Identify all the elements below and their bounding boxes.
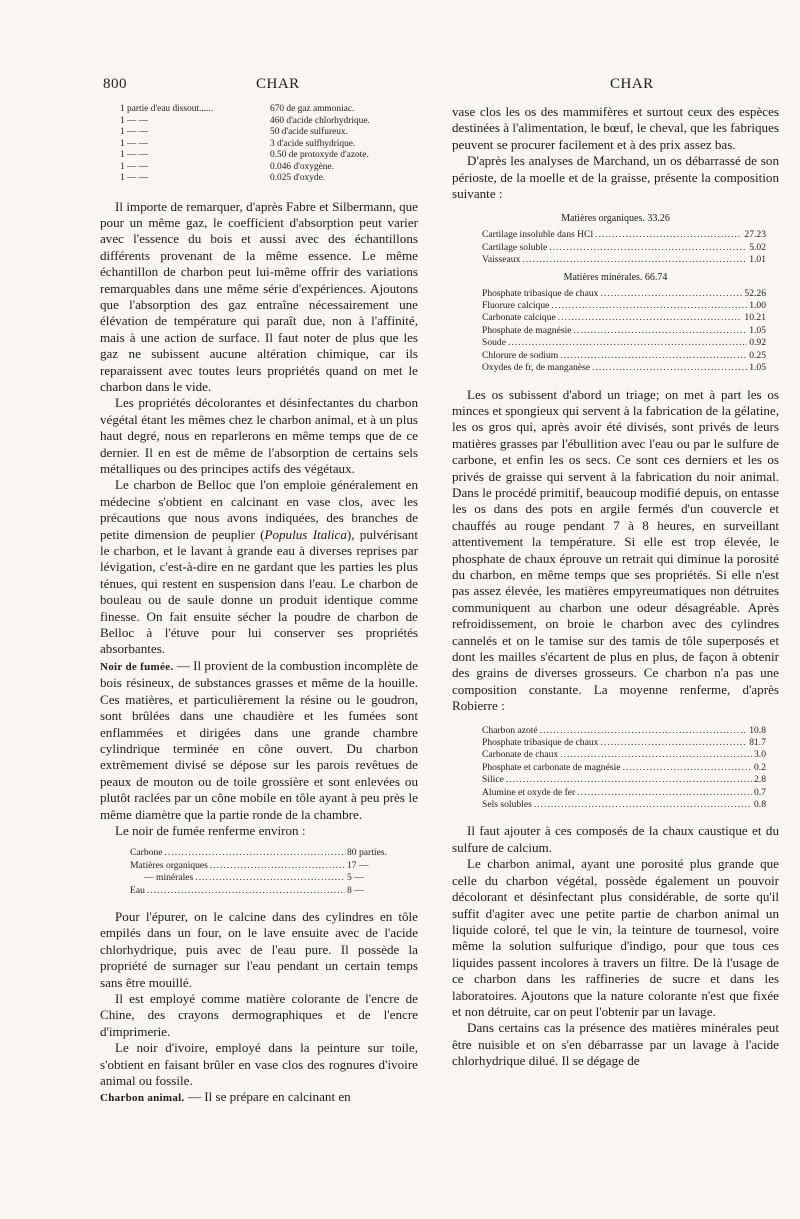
table-row: Carbone ..... 80 parties. [130,847,395,859]
paragraph: Pour l'épurer, on le calcine dans des cylindres en tôle empilés dans un four, on le lave ensuite avec de l'acide chlorhydrique, puis avec de l'eau pure. Il possède la propriété de surnager sur l'eau pendant un certain temps sans être mouillé. [100,908,418,990]
right-column [452,104,779,1070]
paragraph: vase clos les os des mammifères et surtout ceux des espèces destinées à l'alimentation, le bœuf, le cheval, que les fabriques peuvent se procurer facilement et à des prix assez bas. [452,104,779,152]
table-row: 1 partie d'eau dissout...... 670 de gaz ammoniac. [120,104,355,114]
table-row: Oxydes de fr, de manganèse ..... 1.05 [482,362,766,374]
robierre-composition-table [482,725,766,812]
header-title-right: CHAR [610,76,654,92]
paragraph: Le charbon de Belloc que l'on emploie généralement en médecine s'obtient en calcinant en vase clos, avec les précautions que nous avons indiquées, des branches de petite dimension de peuplier (Populus Italica), pulvérisant le charbon, et le lavant à grande eau à diverses reprises par lévigation, c'est-à-dire en ne gardant que les parties les plus ténues, qui restent en suspension dans l'eau. Le charbon de bouleau ou de saule donne un produit identique comme finesse. On fait ensuite sécher la poudre de charbon de Belloc à l'étuve pour lui conserver ses propriétés absorbantes. [100,477,418,657]
table-row: Matières organiques ..... 17 — [130,860,395,872]
gas-absorption-table [120,104,418,185]
table-row: Cartilage soluble ..... 5.02 [482,242,766,254]
table-row: Phosphate et carbonate de magnésie ..... 0.2 [482,762,766,774]
table-row: 1 — — 0.50 de protoxyde d'azote. [120,150,369,160]
paragraph: Il importe de remarquer, d'après Fabre et Silbermann, que pour un même gaz, le coefficient d'absorption peut varier avec l'essence du bois et aussi avec des échantillons différents provenant de la même essence. Le même échantillon de charbon peut lui-même offrir des variations remarquables dans une même série d'expériences. Ajoutons que l'absorption des gaz entraîne nécessairement une élévation de température qui paraît due, non à l'affinité, mais à une action de surface. Il faut noter de plus que les gaz ne subissent aucune altération chimique, car ils reparaissent avec toutes leurs propriétés quand on met le charbon dans le vide. [100,198,418,394]
section-term: Charbon animal. [100,1092,185,1105]
table-row: Phosphate tribasique de chaux ..... 52.26 [482,288,766,300]
table-row: — minérales ..... 5 — [130,872,395,884]
paragraph: Le noir de fumée renferme environ : [115,822,306,838]
paragraph: Les os subissent d'abord un triage; on met à part les os minces et spongieux qui servent à la fabrication de la gélatine, les os gros qui, après avoir été divisés, sont privés de leurs matières grasses par l'ébullition avec l'eau ou par le sulfure de carbone, et enfin les os secs. Ce sont ces derniers et les os privés de graisse qui servent à la fabrication du noir animal. Dans le procédé primitif, beaucoup modifié depuis, on entasse les os dans des pots en argile fermés d'un couvercle et chauffés au rouge pendant 7 à 8 heures, en surveillant attentivement la température. Si elle est trop élevée, le phosphate de chaux éprouve un retrait qui diminue la porosité du charbon, en même temps que ses propriétés. Si elle n'est pas assez élevée, les matières empyreumatiques non détruites communiquent au charbon une odeur désagréable. Après refroidissement, on broie le charbon avec des cylindres cannelés et on le tamise sur des tamis de tôle superposés et dont les mailles s'écartent de plus en plus, de façon à obtenir des grains de diverses grosseurs. Ce charbon n'a pas une composition constante. La moyenne renferme, d'après Robierre : [452,386,779,714]
paragraph: Noir de fumée. — Il provient de la combustion incomplète de bois résineux, de substances grasses et même de la houille. Ces matières, et particulièrement la résine ou le goudron, sont brûlées dans une chaudière et les fumées sont enflammées et dirigées dans une grande chambre cylindrique terminée en cône ouvert. Du charbon extrêmement divisé se dépose sur les parois revêtues de peaux de mouton ou de toile grossière et sont enlevées ou plutôt raclées par un cône mobile en tôle ayant à peu près le même diamètre que la partie ronde de la chambre. [100,657,419,822]
table-row: 1 — — 460 d'acide chlorhydrique. [120,115,370,126]
table-row: Phosphate de magnésie ..... 1.05 [482,325,766,337]
left-column [100,104,418,1107]
paragraph: Dans certains cas la présence des matières minérales peut être nuisible et on s'en débarrasse par un lavage à l'acide chlorhydrique dilué. Il se dégage de [452,1020,779,1069]
paragraph: Il faut ajouter à ces composés de la chaux caustique et du sulfure de calcium. [452,823,779,855]
organic-matter-table [482,229,766,266]
running-header [0,76,800,96]
table-row: Alumine et oxyde de fer ..... 0.7 [482,787,766,799]
table-row: Sels solubles ..... 0.8 [482,799,766,811]
table-row: Phosphate tribasique de chaux ..... 81.7 [482,737,766,749]
table-row: Fluorure calcique ..... 1.00 [482,300,766,312]
table-row: 1 — — 0.046 d'oxygène. [120,161,334,172]
table-caption: Matières organiques. 33.26 [561,213,670,225]
table-row: Charbon azoté ..... 10.8 [482,725,766,737]
table-row: Silice ..... 2.8 [482,774,766,786]
table-row: 1 — — 50 d'acide sulfureux. [120,127,348,137]
latin-name: Populus Italica [264,526,347,542]
table-row: Carbonate de chaux ..... 3.0 [482,749,766,761]
mineral-matter-table [482,288,766,375]
table-row: Eau ..... 8 — [130,885,395,897]
paragraph: Charbon animal. — Il se prépare en calcinant en [100,1089,351,1105]
table-row: Carbonate calcique ..... 10.21 [482,312,766,324]
paragraph: D'après les analyses de Marchand, un os débarrassé de son périoste, de la moelle et de la graisse, présente la composition suivante : [452,153,779,202]
table-row: Soude ..... 0.92 [482,337,766,349]
paragraph: Il est employé comme matière colorante de l'encre de Chine, des crayons dermographiques et de l'encre d'imprimerie. [100,991,418,1039]
paragraph: Les propriétés décolorantes et désinfectantes du charbon végétal étant les mêmes chez le charbon animal, et à un plus haut degré, nous en reparlerons en même temps que de ce dernier. Il en est de même de l'absorption de certains sels métalliques ou des principes actifs des végétaux. [100,395,418,476]
page-number: 800 [103,76,127,92]
table-row: Chlorure de sodium ..... 0.25 [482,350,766,362]
table-caption: Matières minérales. 66.74 [563,271,668,283]
paragraph: Le charbon animal, ayant une porosité plus grande que celle du charbon végétal, possède également un pouvoir décolorant et désinfectant plus considérable, de sorte qu'il suffit d'agiter avec une petite partie de charbon animal un liquide coloré, tel que le vin, la teinture de tournesol, voire même la solution sulfurique d'indigo, pour que tous ces liquides passent incolores à travers un filtre. De là l'usage de ce charbon dans les raffineries de sucre et dans les laboratoires. Ajoutons que la nature colorante n'est que fixée et non détruite, car on peut l'obtenir par un lavage. [452,856,779,1019]
table-row: Vaisseaux ..... 1.01 [482,254,766,266]
fumee-composition-table [130,847,395,897]
table-row: 1 — — 0.025 d'oxyde. [120,173,326,183]
section-term: Noir de fumée. [100,660,174,673]
paragraph: Le noir d'ivoire, employé dans la peinture sur toile, s'obtient en faisant brûler en vase clos des rognures d'ivoire animal ou fossile. [100,1040,418,1089]
table-row: 1 — — 3 d'acide sulfhydrique. [120,138,356,149]
header-title-left: CHAR [256,76,300,92]
table-row: Cartilage insoluble dans HCl ..... 27.23 [482,229,766,241]
